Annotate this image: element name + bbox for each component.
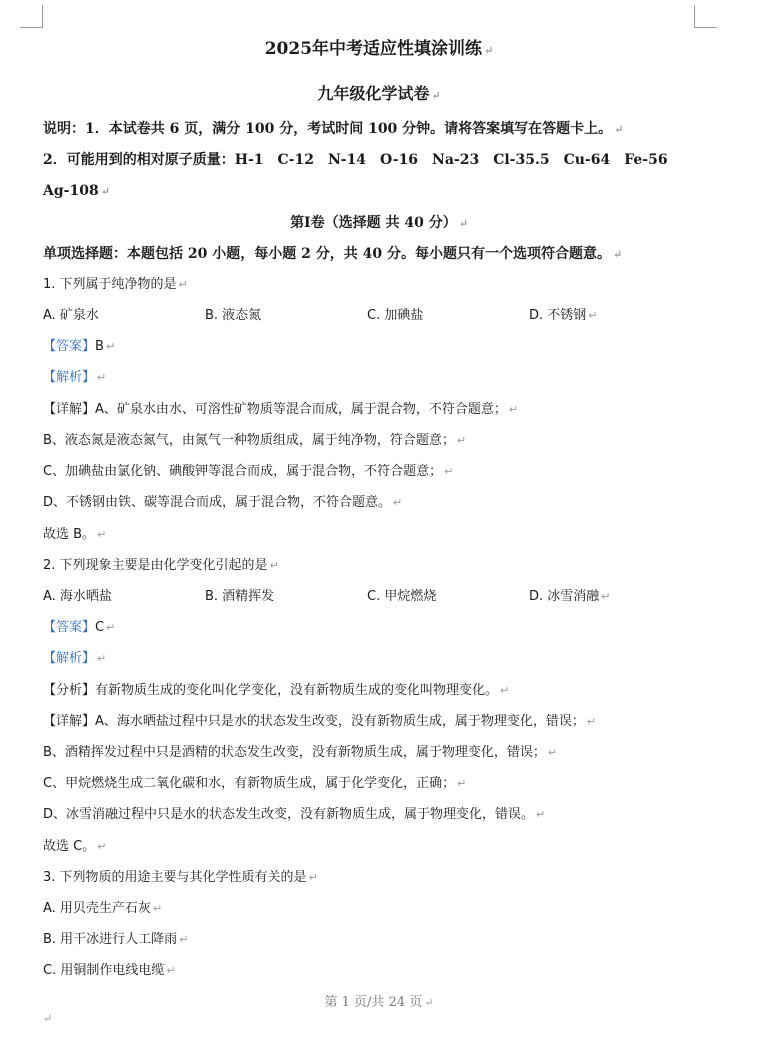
q1-option-d	[529, 307, 598, 325]
option-text: D. 冰雪消融	[529, 589, 600, 604]
section-title	[0, 214, 758, 233]
q1-option-a: A. 矿泉水	[43, 308, 99, 323]
question-2-stem	[43, 557, 279, 575]
conclusion-text: 故选 B。	[43, 527, 96, 542]
q2-detail-a	[43, 713, 596, 731]
section-title-text: 第Ⅰ卷（选择题 共 40 分）	[290, 215, 457, 231]
option-text: B. 用干冰进行人工降雨	[43, 932, 178, 947]
paragraph-mark-icon: ↵	[308, 871, 318, 884]
q2-fenxi	[43, 682, 509, 700]
detail-tag: 【详解】	[43, 714, 96, 729]
detail-text: D、冰雪消融过程中只是水的状态发生改变，没有新物质生成，属于物理变化，错误。	[43, 807, 535, 822]
paragraph-mark-icon: ↵	[586, 715, 597, 728]
question-text: 3. 下列物质的用途主要与其化学性质有关的是	[43, 870, 307, 885]
q2-option-b: B. 酒精挥发	[205, 589, 275, 604]
q2-analysis	[43, 650, 106, 668]
paragraph-mark-icon: ↵	[456, 434, 467, 447]
q1-conclusion	[43, 526, 106, 544]
atomic-mass-text-cont: Ag-108	[43, 183, 99, 199]
detail-text: A、海水晒盐过程中只是水的状态发生改变，没有新物质生成，属于物理变化，错误；	[95, 714, 585, 729]
section-instruction	[43, 245, 622, 264]
fenxi-text: 有新物质生成的变化叫化学变化，没有新物质生成的变化叫物理变化。	[95, 683, 499, 698]
instructions-line-3	[43, 182, 110, 201]
conclusion-text: 故选 C。	[43, 839, 96, 854]
answer-value: B	[95, 339, 104, 354]
crop-mark-top-left	[20, 5, 43, 28]
q2-option-c: C. 甲烷燃烧	[367, 589, 437, 604]
paragraph-mark-icon: ↵	[424, 996, 434, 1009]
q2-option-a: A. 海水晒盐	[43, 589, 112, 604]
exam-subtitle-text: 九年级化学试卷	[317, 84, 430, 103]
paragraph-mark-icon: ↵	[166, 964, 176, 977]
atomic-mass-text: 2．可能用到的相对原子质量：H-1 C-12 N-14 O-16 Na-23 Cl-35.5 Cu-64 Fe-56	[43, 152, 668, 168]
option-text: C. 用铜制作电线电缆	[43, 963, 165, 978]
paragraph-mark-icon: ↵	[97, 528, 107, 541]
q2-detail-d	[43, 806, 545, 824]
paragraph-mark-icon: ↵	[178, 278, 188, 291]
detail-text: B、液态氮是液态氮气，由氮气一种物质组成，属于纯净物，符合题意；	[43, 433, 455, 448]
analysis-tag: 【解析】	[43, 370, 96, 385]
paragraph-mark-icon: ↵	[484, 44, 494, 57]
paragraph-mark-icon: ↵	[601, 590, 611, 603]
paragraph-mark-icon: ↵	[614, 123, 624, 136]
q1-answer	[43, 338, 115, 356]
question-text: 1. 下列属于纯净物的是	[43, 277, 177, 292]
crop-mark-top-right	[694, 5, 717, 28]
q2-detail-b	[43, 744, 557, 762]
q1-detail-b	[43, 432, 466, 450]
answer-tag: 【答案】	[43, 339, 96, 354]
question-text: 2. 下列现象主要是由化学变化引起的是	[43, 558, 268, 573]
q1-detail-d	[43, 494, 402, 512]
paragraph-mark-icon: ↵	[536, 808, 546, 821]
detail-text: C、甲烷燃烧生成二氧化碳和水，有新物质生成，属于化学变化，正确；	[43, 776, 456, 791]
section-instruction-text: 单项选择题：本题包括 20 小题，每小题 2 分，共 40 分。每小题只有一个选项符合题意。	[43, 246, 611, 262]
page-number: 第 1 页/共 24 页	[324, 995, 423, 1010]
q2-detail-c	[43, 775, 466, 793]
instructions-line-2	[43, 151, 668, 169]
paragraph-mark-icon: ↵	[152, 902, 163, 915]
q1-detail-c	[43, 463, 453, 481]
answer-tag: 【答案】	[43, 620, 96, 635]
trailing-paragraph-mark	[43, 1010, 52, 1028]
analysis-tag: 【解析】	[43, 651, 96, 666]
paragraph-mark-icon: ↵	[393, 496, 403, 509]
detail-tag: 【详解】	[43, 402, 96, 417]
paragraph-mark-icon: ↵	[457, 777, 467, 790]
instructions-text: 说明：1．本试卷共 6 页，满分 100 分，考试时间 100 分钟。请将答案填写在答题卡上。	[43, 121, 613, 137]
question-1-stem	[43, 276, 188, 294]
detail-text: C、加碘盐由氯化钠、碘酸钾等混合而成，属于混合物，不符合题意；	[43, 464, 443, 479]
q1-option-c: C. 加碘盐	[367, 308, 424, 323]
paragraph-mark-icon: ↵	[458, 217, 468, 230]
detail-text: D、不锈钢由铁、碳等混合而成，属于混合物，不符合题意。	[43, 495, 392, 510]
paragraph-mark-icon: ↵	[97, 652, 107, 665]
fenxi-tag: 【分析】	[43, 683, 96, 698]
paragraph-mark-icon: ↵	[105, 340, 116, 353]
instructions-line-1	[43, 120, 623, 139]
q1-option-b: B. 液态氮	[205, 308, 262, 323]
q3-option-a	[43, 900, 162, 918]
paragraph-mark-icon: ↵	[97, 371, 107, 384]
paragraph-mark-icon: ↵	[500, 684, 510, 697]
q2-conclusion	[43, 838, 106, 856]
exam-title-text: 2025年中考适应性填涂训练	[264, 39, 483, 59]
paragraph-mark-icon: ↵	[547, 746, 558, 759]
paragraph-mark-icon: ↵	[588, 309, 598, 322]
option-text: D. 不锈钢	[529, 308, 587, 323]
q2-option-d	[529, 588, 611, 606]
paragraph-mark-icon: ↵	[431, 89, 441, 102]
paragraph-mark-icon: ↵	[43, 1012, 53, 1025]
q2-answer	[43, 619, 115, 637]
detail-text: A、矿泉水由水、可溶性矿物质等混合而成，属于混合物，不符合题意；	[95, 402, 507, 417]
paragraph-mark-icon: ↵	[97, 840, 107, 853]
paragraph-mark-icon: ↵	[106, 621, 116, 634]
paragraph-mark-icon: ↵	[508, 403, 519, 416]
q1-detail-a	[43, 401, 518, 419]
q3-option-c	[43, 962, 176, 980]
paragraph-mark-icon: ↵	[269, 559, 279, 572]
paragraph-mark-icon: ↵	[444, 465, 454, 478]
exam-subtitle	[0, 85, 758, 105]
paragraph-mark-icon: ↵	[179, 933, 189, 946]
page-footer	[0, 991, 758, 1010]
exam-title	[0, 40, 758, 60]
q1-analysis	[43, 369, 106, 387]
detail-text: B、酒精挥发过程中只是酒精的状态发生改变，没有新物质生成，属于物理变化，错误；	[43, 745, 546, 760]
paragraph-mark-icon: ↵	[100, 185, 110, 198]
paragraph-mark-icon: ↵	[612, 248, 623, 261]
answer-value: C	[95, 620, 105, 635]
q3-option-b	[43, 931, 188, 949]
question-3-stem	[43, 869, 318, 887]
option-text: A. 用贝壳生产石灰	[43, 901, 151, 916]
